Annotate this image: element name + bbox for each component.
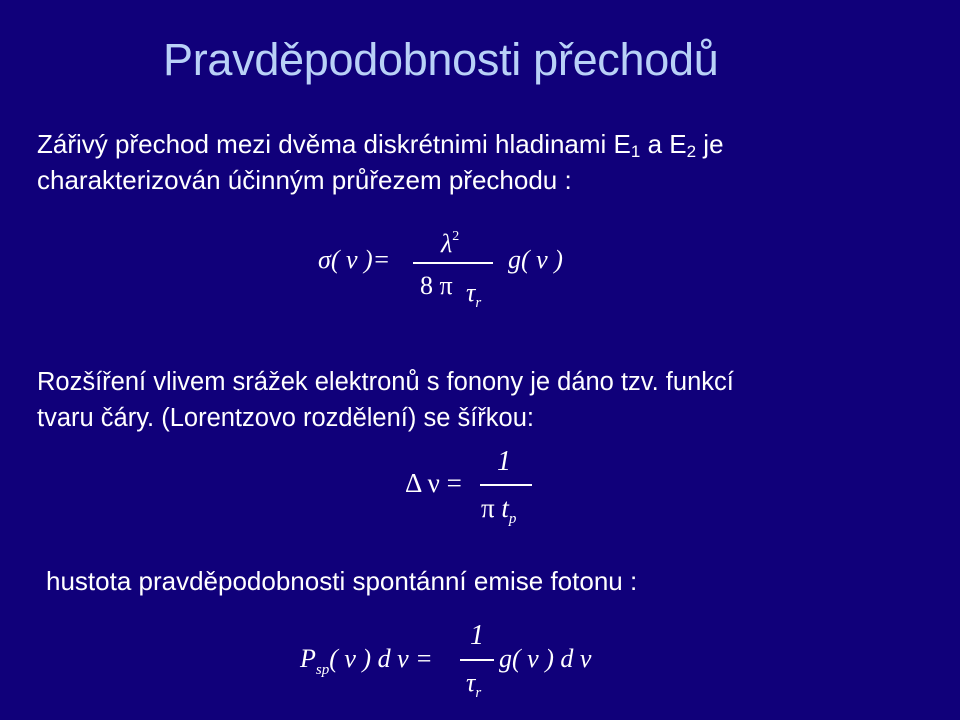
- lambda-symbol: λ: [441, 229, 453, 258]
- formula-numerator: 1: [497, 446, 511, 477]
- subscript: 1: [630, 142, 641, 161]
- lhs-rest: ( ν ) d ν =: [329, 644, 433, 673]
- p-symbol: P: [300, 644, 316, 673]
- subscript: 2: [686, 142, 697, 161]
- formula-lhs: [300, 646, 433, 678]
- subscript: r: [475, 295, 482, 311]
- paragraph-line: tvaru čáry. (Lorentzovo rozdělení) se šířkou:: [37, 404, 534, 432]
- text-segment: a E: [640, 129, 687, 159]
- slide-title: Pravděpodobnosti přechodů: [163, 34, 719, 85]
- subscript: p: [508, 511, 517, 527]
- text-segment: je: [696, 129, 724, 159]
- paragraph-line: hustota pravděpodobnosti spontánní emise fotonu :: [46, 566, 638, 596]
- tau-symbol: τ: [466, 668, 476, 697]
- formula-denominator: [466, 670, 481, 701]
- tau-symbol: τ: [466, 278, 476, 307]
- subscript: r: [475, 685, 482, 701]
- text-segment: Zářivý přechod mezi dvěma diskrétnimi hladinami E: [37, 129, 631, 159]
- formula-rhs: g( ν ): [508, 245, 563, 274]
- formula-lhs: Δ ν =: [405, 468, 462, 498]
- pi-symbol: π: [481, 493, 495, 523]
- formula-numerator: 1: [470, 620, 484, 651]
- paragraph-line: charakterizován účinným průřezem přechodu :: [37, 165, 572, 195]
- t-symbol: t: [501, 493, 509, 523]
- formula-denominator-a: 8 π: [420, 271, 453, 300]
- fraction-bar: [460, 659, 494, 661]
- superscript: 2: [452, 229, 460, 244]
- formula-lhs: σ( ν )=: [318, 245, 391, 274]
- formula-rhs: g( ν ) d ν: [499, 644, 592, 673]
- paragraph-line: Rozšíření vlivem srážek elektronů s fonony je dáno tzv. funkcí: [37, 368, 734, 396]
- subscript: sp: [315, 662, 330, 678]
